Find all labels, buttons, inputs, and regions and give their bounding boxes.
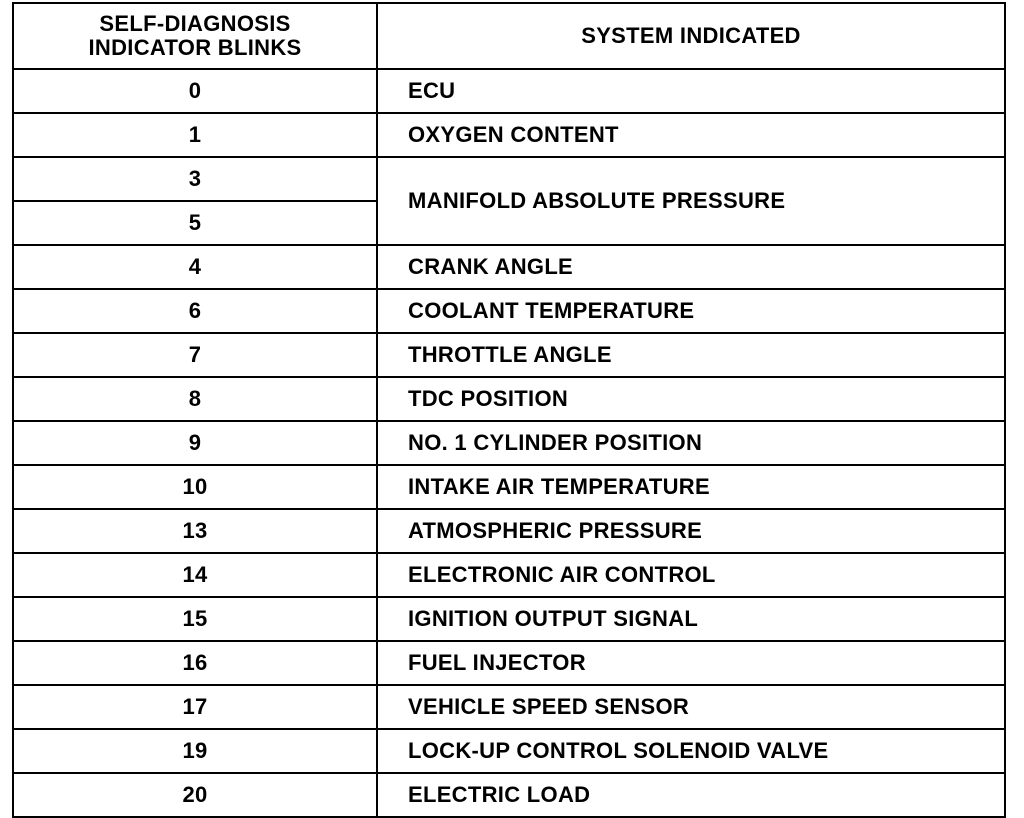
table-row: [13, 69, 1005, 113]
table-row: [13, 245, 1005, 289]
blinks-cell: 14: [13, 553, 377, 597]
table-row: [13, 113, 1005, 157]
system-cell: ECU: [377, 69, 1005, 113]
blinks-cell: 13: [13, 509, 377, 553]
blinks-cell: 6: [13, 289, 377, 333]
blinks-cell: 0: [13, 69, 377, 113]
system-cell: TDC POSITION: [377, 377, 1005, 421]
blinks-cell: 15: [13, 597, 377, 641]
blinks-cell: 17: [13, 685, 377, 729]
system-cell: THROTTLE ANGLE: [377, 333, 1005, 377]
table-row: [13, 509, 1005, 553]
blinks-cell: 3: [13, 157, 377, 201]
diagnosis-table: [12, 2, 1006, 818]
system-cell: ELECTRIC LOAD: [377, 773, 1005, 817]
system-cell: ATMOSPHERIC PRESSURE: [377, 509, 1005, 553]
blinks-cell: 4: [13, 245, 377, 289]
system-cell: INTAKE AIR TEMPERATURE: [377, 465, 1005, 509]
table-row: [13, 421, 1005, 465]
blinks-cell: 7: [13, 333, 377, 377]
header-blinks: [13, 3, 377, 69]
blinks-cell: 8: [13, 377, 377, 421]
system-cell: ELECTRONIC AIR CONTROL: [377, 553, 1005, 597]
system-cell-merged: MANIFOLD ABSOLUTE PRESSURE: [377, 157, 1005, 245]
table-row: [13, 289, 1005, 333]
header-system: SYSTEM INDICATED: [377, 3, 1005, 69]
system-cell: FUEL INJECTOR: [377, 641, 1005, 685]
header-blinks-line1: SELF-DIAGNOSIS: [99, 11, 291, 36]
system-cell: CRANK ANGLE: [377, 245, 1005, 289]
blinks-cell: 5: [13, 201, 377, 245]
blinks-cell: 10: [13, 465, 377, 509]
system-cell: LOCK-UP CONTROL SOLENOID VALVE: [377, 729, 1005, 773]
table-row: [13, 333, 1005, 377]
blinks-cell: 1: [13, 113, 377, 157]
system-cell: OXYGEN CONTENT: [377, 113, 1005, 157]
system-cell: COOLANT TEMPERATURE: [377, 289, 1005, 333]
table-row: [13, 773, 1005, 817]
table-row: [13, 641, 1005, 685]
table-row: [13, 157, 1005, 201]
system-cell: IGNITION OUTPUT SIGNAL: [377, 597, 1005, 641]
system-cell: NO. 1 CYLINDER POSITION: [377, 421, 1005, 465]
blinks-cell: 20: [13, 773, 377, 817]
table-row: [13, 685, 1005, 729]
table-row: [13, 377, 1005, 421]
table-header-row: [13, 3, 1005, 69]
system-cell: VEHICLE SPEED SENSOR: [377, 685, 1005, 729]
header-blinks-line2: INDICATOR BLINKS: [88, 35, 302, 60]
table-row: [13, 465, 1005, 509]
table-row: [13, 729, 1005, 773]
table-row: [13, 553, 1005, 597]
blinks-cell: 9: [13, 421, 377, 465]
blinks-cell: 19: [13, 729, 377, 773]
blinks-cell: 16: [13, 641, 377, 685]
table-row: [13, 597, 1005, 641]
